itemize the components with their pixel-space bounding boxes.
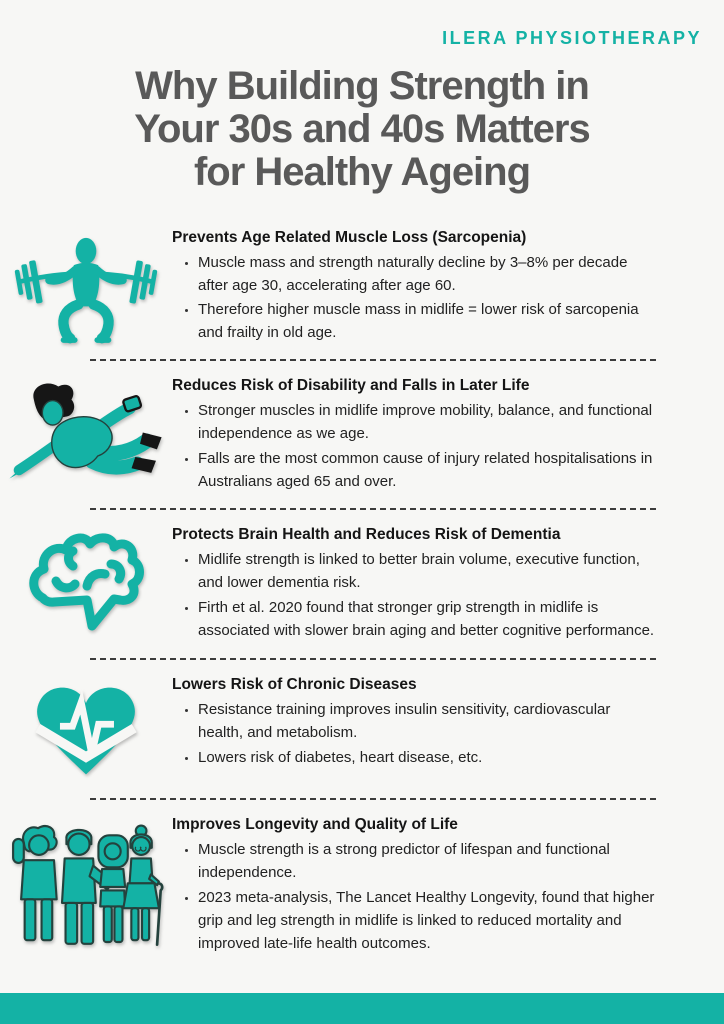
bullet-list [172,549,658,643]
icon-cell [0,227,172,346]
leaping-person-icon [3,379,169,487]
bullet-item: • Therefore higher muscle mass in midlife = lower risk of sarcopenia and frailty in old age. [198,299,658,345]
info-section [0,512,724,656]
dashed-divider [90,798,656,800]
bullet-item: • Lowers risk of diabetes, heart disease, etc. [198,747,658,770]
text-cell [172,674,724,772]
heartbeat-icon [27,678,145,786]
bullet-item: • 2023 meta-analysis, The Lancet Healthy Longevity, found that higher grip and leg strength in midlife is linked to reduced mortality and improved late-life health outcomes. [198,887,658,956]
brain-icon [25,528,147,646]
text-cell [172,814,724,958]
info-section [0,802,724,968]
text-cell [172,227,724,348]
icon-cell [0,375,172,487]
bullet-list [172,699,658,770]
info-section [0,363,724,506]
icon-cell [0,814,172,954]
bullet-list [172,839,658,956]
title-line: Your 30s and 40s Matters [134,107,590,152]
section-heading: Lowers Risk of Chronic Diseases [172,676,417,694]
title-line: Why Building Strength in [135,64,589,108]
bullet-item: • Stronger muscles in midlife improve mobility, balance, and functional independence as we age. [198,400,658,446]
bullet-item: • Muscle mass and strength naturally decline by 3–8% per decade after age 30, accelerating after age 60. [198,252,658,298]
bullet-item: • Muscle strength is a strong predictor of lifespan and functional independence. [198,839,658,885]
section-heading: Protects Brain Health and Reduces Risk of Dementia [172,526,561,544]
footer-bar [0,993,724,1024]
dashed-divider [90,508,656,510]
section-heading: Prevents Age Related Muscle Loss (Sarcopenia) [172,228,527,246]
bullet-item: • Falls are the most common cause of injury related hospitalisations in Australians aged 65 and over. [198,448,658,494]
bullet-list [172,400,658,494]
family-icon [6,818,166,954]
dashed-divider [90,359,656,361]
section-heading: Reduces Risk of Disability and Falls in Later Life [172,377,530,395]
text-cell [172,524,724,645]
title-line: for Healthy Ageing [193,150,531,195]
bullet-item: • Resistance training improves insulin sensitivity, cardiovascular health, and metabolism. [198,699,658,745]
sections-list [0,215,724,968]
info-section [0,215,724,358]
section-heading: Improves Longevity and Quality of Life [172,816,458,834]
bullet-item: • Midlife strength is linked to better brain volume, executive function, and lower dementia risk. [198,549,658,595]
page-title [0,65,724,195]
icon-cell [0,674,172,786]
brand-name: ILERA PHYSIOTHERAPY [442,28,702,48]
barbell-squat-icon [11,231,161,346]
text-cell [172,375,724,496]
dashed-divider [90,658,656,660]
bullet-list [172,252,658,346]
icon-cell [0,524,172,646]
bullet-item: • Firth et al. 2020 found that stronger grip strength in midlife is associated with slower brain aging and better cognitive performance. [198,597,658,643]
info-section [0,662,724,796]
